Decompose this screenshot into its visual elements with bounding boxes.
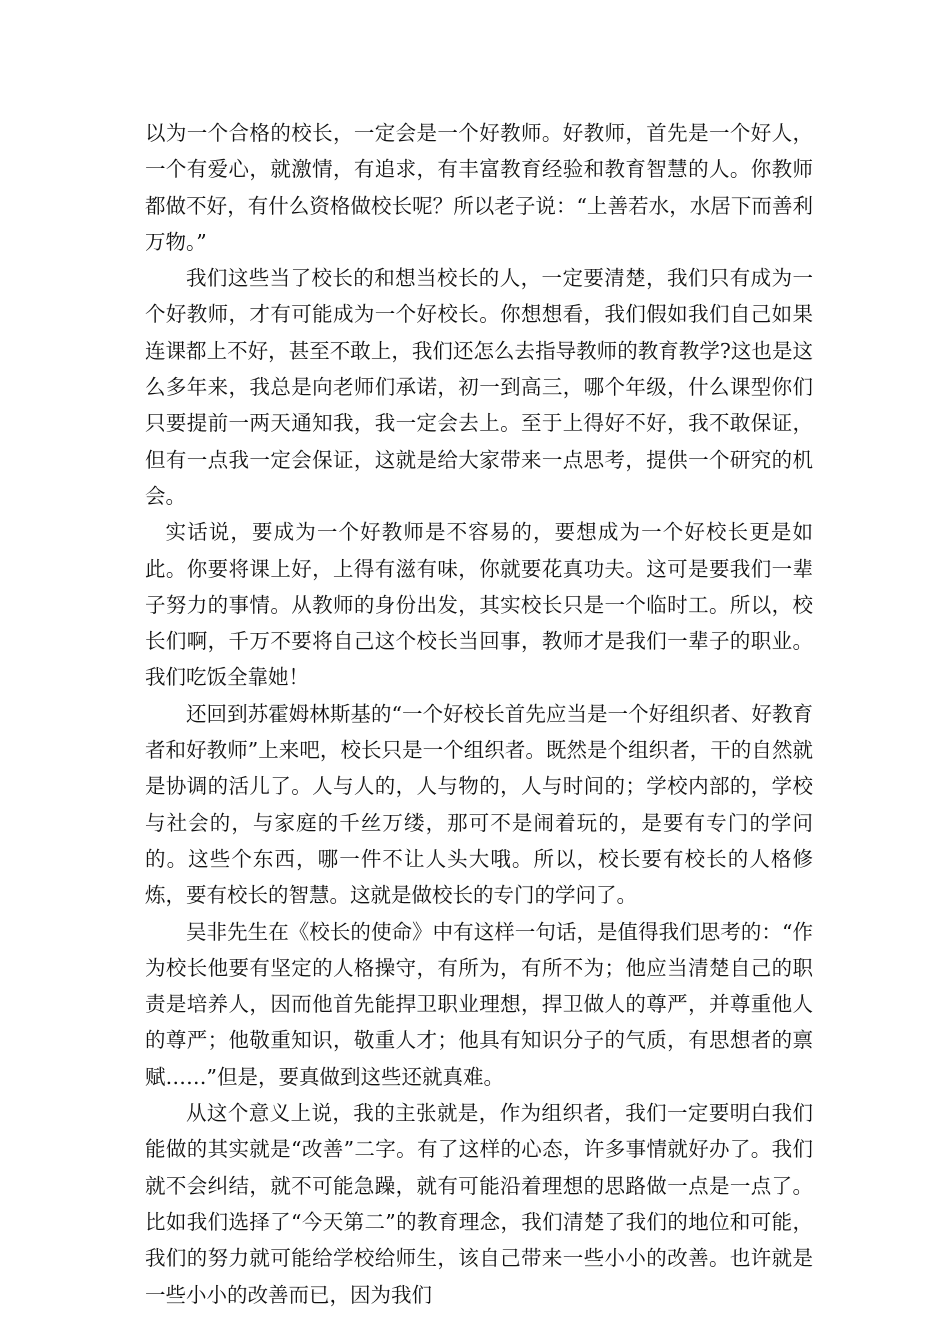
- document-body: [145, 115, 813, 1313]
- paragraph-3: 实话说，要成为一个好教师是不容易的，要想成为一个好校长更是如此。你要将课上好，上得有滋有味，你就要花真功夫。这可是要我们一辈子努力的事情。从教师的身份出发，其实校长只是一个临时工。所以，校长们啊，千万不要将自己这个校长当回事，教师才是我们一辈子的职业。我们吃饭全靠她！: [145, 520, 813, 690]
- paragraph-6: 从这个意义上说，我的主张就是，作为组织者，我们一定要明白我们能做的其实就是“改善”二字。有了这样的心态，许多事情就好办了。我们就不会纠结，就不可能急躁，就有可能沿着理想的思路做一点是一点了。比如我们选择了“今天第二”的教育理念，我们清楚了我们的地位和可能，我们的努力就可能给学校给师生，该自己带来一些小小的改善。也许就是一些小小的改善而已，因为我们: [145, 1101, 813, 1307]
- paragraph-5: 吴非先生在《校长的使命》中有这样一句话，是值得我们思考的：“作为校长他要有坚定的人格操守，有所为，有所不为；他应当清楚自己的职责是培养人，因而他首先能捍卫职业理想，捍卫做人的尊严，并尊重他人的尊严；他敬重知识，敬重人才；他具有知识分子的气质，有思想者的禀赋……”但是，要真做到这些还就真难。: [145, 919, 813, 1089]
- paragraph-1: 以为一个合格的校长，一定会是一个好教师。好教师，首先是一个好人，一个有爱心，就激情，有追求，有丰富教育经验和教育智慧的人。你教师都做不好，有什么资格做校长呢？所以老子说：“上善若水，水居下而善利万物。”: [145, 121, 813, 254]
- paragraph-2: 我们这些当了校长的和想当校长的人，一定要清楚，我们只有成为一个好教师，才有可能成为一个好校长。你想想看，我们假如我们自己如果连课都上不好，甚至不敢上，我们还怎么去指导教师的教育教学?这也是这么多年来，我总是向老师们承诺，初一到高三，哪个年级，什么课型你们只要提前一两天通知我，我一定会去上。至于上得好不好，我不敢保证，但有一点我一定会保证，这就是给大家带来一点思考，提供一个研究的机会。: [145, 266, 813, 508]
- paragraph-4: 还回到苏霍姆林斯基的“一个好校长首先应当是一个好组织者、好教育者和好教师”上来吧，校长只是一个组织者。既然是个组织者，干的自然就是协调的活儿了。人与人的，人与物的，人与时间的；学校内部的，学校与社会的，与家庭的千丝万缕，那可不是闹着玩的，是要有专门的学问的。这些个东西，哪一件不让人头大哦。所以，校长要有校长的人格修炼，要有校长的智慧。这就是做校长的专门的学问了。: [145, 701, 813, 908]
